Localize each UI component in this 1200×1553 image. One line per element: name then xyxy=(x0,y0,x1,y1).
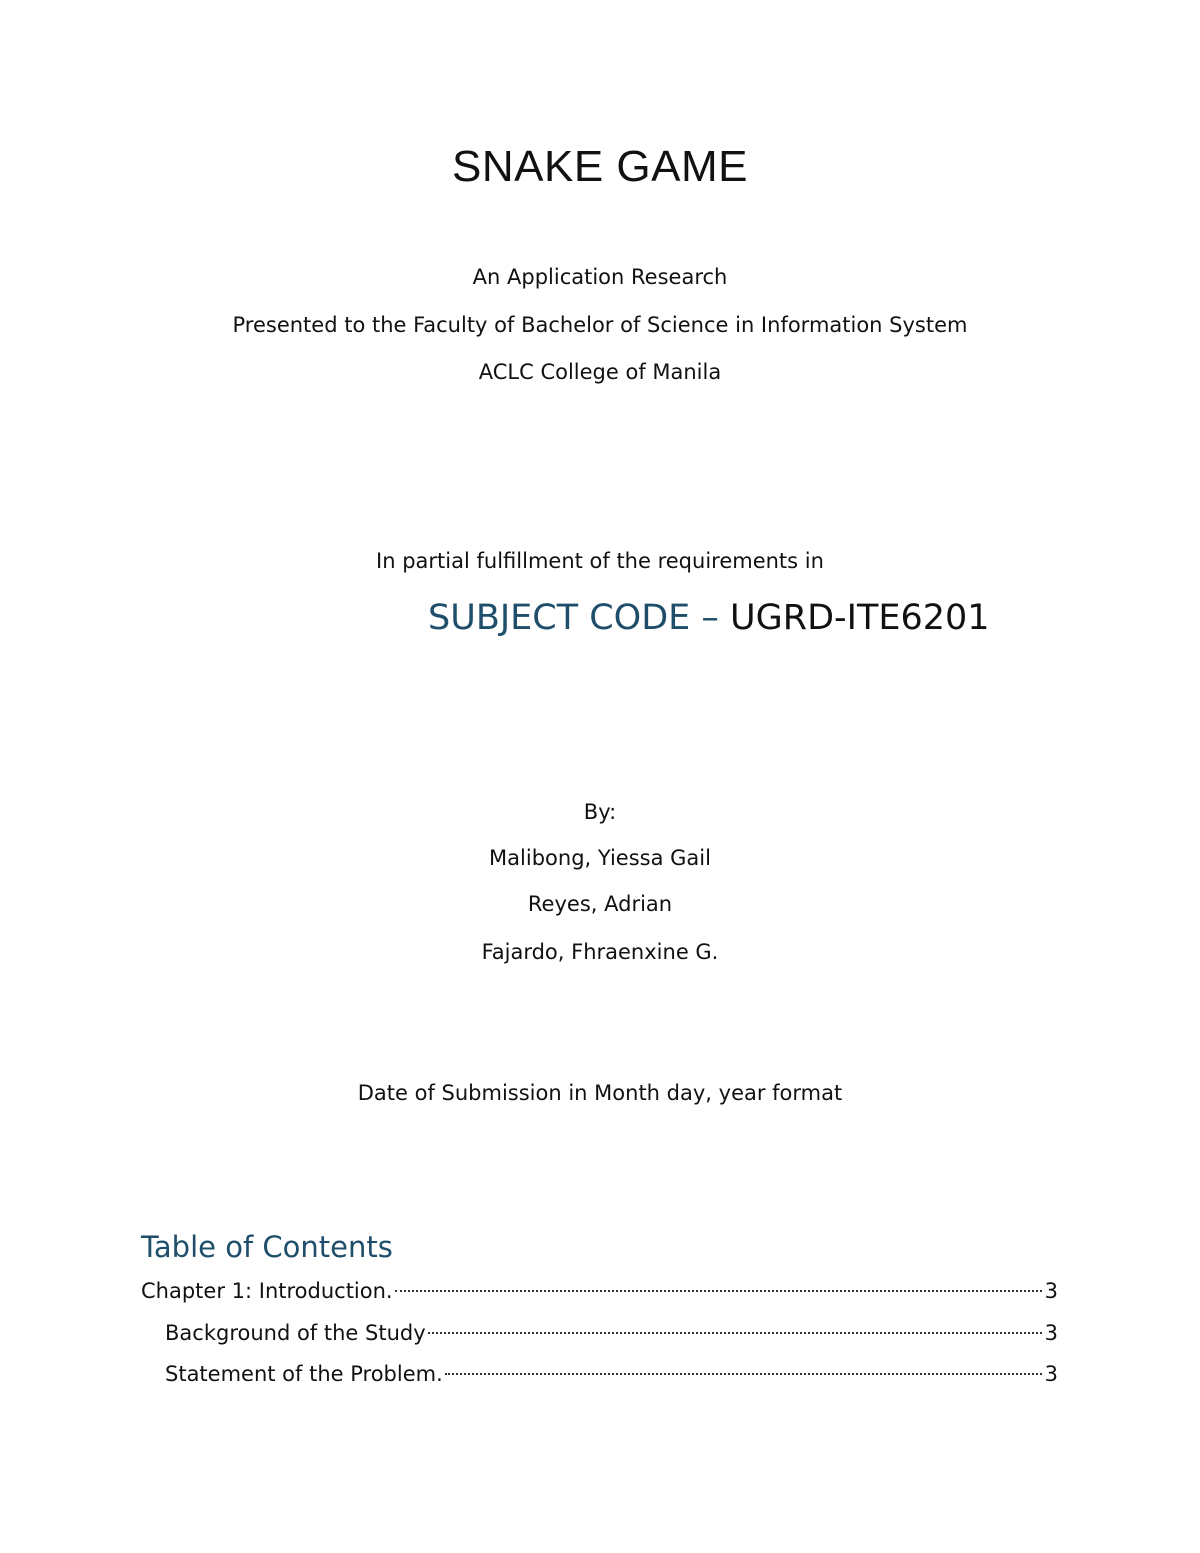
toc-leader-dots xyxy=(428,1307,1042,1334)
author-name: Fajardo, Fhraenxine G. xyxy=(481,940,719,964)
subject-code: UGRD-ITE6201 xyxy=(730,598,990,638)
author-name: Malibong, Yiessa Gail xyxy=(489,846,711,870)
toc-entry-label: Chapter 1: Introduction. xyxy=(141,1279,393,1304)
fulfillment-line: In partial fulfillment of the requirements in xyxy=(376,549,824,573)
by-label: By: xyxy=(583,800,617,824)
toc-entry[interactable] xyxy=(141,1271,1058,1303)
toc-leader-dots xyxy=(395,1265,1042,1292)
toc-page-number: 3 xyxy=(1044,1279,1058,1304)
subject-line xyxy=(428,598,990,638)
submission-date-line: Date of Submission in Month day, year format xyxy=(357,1081,843,1105)
toc-entry-label: Statement of the Problem. xyxy=(165,1362,443,1387)
toc-entry[interactable] xyxy=(165,1354,1058,1386)
toc-page-number: 3 xyxy=(1044,1321,1058,1346)
document-title: SNAKE GAME xyxy=(452,142,748,191)
toc-entry-label: Background of the Study xyxy=(165,1321,426,1346)
toc-leader-dots xyxy=(445,1348,1042,1375)
author-name: Reyes, Adrian xyxy=(527,892,673,916)
presented-to-line: Presented to the Faculty of Bachelor of Science in Information System xyxy=(232,313,968,337)
institution-line: ACLC College of Manila xyxy=(478,360,722,384)
document-subtitle: An Application Research xyxy=(472,265,728,289)
toc-entry[interactable] xyxy=(165,1313,1058,1345)
subject-label: SUBJECT CODE – xyxy=(428,598,719,638)
toc-page-number: 3 xyxy=(1044,1362,1058,1387)
toc-heading: Table of Contents xyxy=(141,1230,393,1264)
